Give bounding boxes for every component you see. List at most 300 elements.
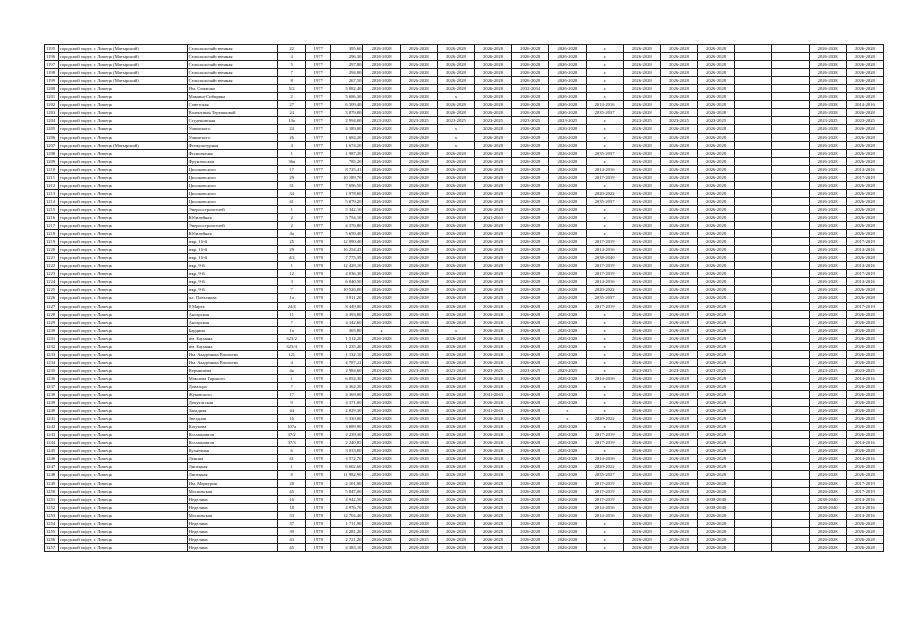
table-cell: 2026-2028 (623, 455, 660, 463)
table-cell: 2026-2028 (474, 342, 511, 350)
table-cell: 2026-2028 (809, 205, 846, 213)
table-cell (735, 511, 772, 519)
table-cell: 2026-2028 (363, 495, 400, 503)
table-cell: Сельскохозяйственная (187, 77, 277, 85)
table-cell: 2026-2028 (623, 222, 660, 230)
table-cell (735, 165, 772, 173)
table-cell: 29 (278, 173, 306, 181)
table-cell: 2026-2028 (549, 286, 586, 294)
table-cell: 2026-2028 (660, 173, 697, 181)
table-cell (735, 197, 772, 205)
table-cell (735, 374, 772, 382)
table-cell: 2026-2028 (809, 391, 846, 399)
table-cell: 2026-2028 (363, 374, 400, 382)
table-cell: 2026-2028 (549, 342, 586, 350)
table-cell: городской округ, г. Липецк (59, 93, 188, 101)
table-cell: 2026-2028 (437, 205, 474, 213)
table-cell: 2026-2028 (400, 165, 437, 173)
table-cell: 2026-2028 (363, 318, 400, 326)
table-cell: 2026-2028 (474, 157, 511, 165)
table-cell: 2026-2028 (846, 519, 883, 527)
table-cell: 2026-2028 (400, 205, 437, 213)
table-cell: 2026-2028 (623, 165, 660, 173)
table-cell: 2026-2028 (437, 527, 474, 535)
table-cell: 1а (278, 294, 306, 302)
table-cell: 2026-2028 (846, 334, 883, 342)
table-cell (772, 511, 809, 519)
table-row (45, 45, 884, 53)
table-cell: 2035-2037 (586, 109, 623, 117)
table-cell: 2026-2028 (549, 358, 586, 366)
table-cell: 2026-2028 (660, 125, 697, 133)
table-cell: 2038-2040 (809, 503, 846, 511)
table-cell: Космонавтов (187, 439, 277, 447)
table-cell: Циолковского (187, 181, 277, 189)
table-cell: x (586, 69, 623, 77)
table-cell: 2026-2028 (363, 69, 400, 77)
table-cell: 2026-2028 (363, 157, 400, 165)
table-cell: 1251 (45, 495, 59, 503)
table-cell: 2026-2028 (549, 157, 586, 165)
table-cell: 2026-2028 (437, 278, 474, 286)
table-cell: 2026-2028 (474, 262, 511, 270)
table-cell: 2026-2028 (512, 302, 549, 310)
table-cell: 2026-2028 (437, 447, 474, 455)
table-cell (735, 61, 772, 69)
table-cell: 2026-2028 (400, 439, 437, 447)
table-cell: 5 754,10 (331, 213, 363, 221)
table-cell (735, 471, 772, 479)
table-cell: городской округ, г. Липецк (59, 407, 188, 415)
table-cell: 2026-2028 (809, 382, 846, 390)
repair-schedule-table (44, 44, 884, 552)
table-cell: x (586, 519, 623, 527)
table-cell (772, 455, 809, 463)
table-cell: 2026-2028 (660, 165, 697, 173)
table-cell: 2026-2028 (846, 407, 883, 415)
table-cell: 5 847,00 (331, 487, 363, 495)
table-row (45, 455, 884, 463)
table-cell: городской округ, г. Липецк (59, 254, 188, 262)
table-cell: 4 (278, 53, 306, 61)
table-cell: пл. Плеханова (187, 294, 277, 302)
table-cell: 2026-2028 (809, 69, 846, 77)
table-cell (735, 310, 772, 318)
table-cell: 2026-2028 (698, 479, 735, 487)
table-cell: 2026-2028 (474, 399, 511, 407)
table-cell: 2026-2028 (512, 374, 549, 382)
table-cell: 2023-2025 (623, 366, 660, 374)
table-cell: 2026-2028 (623, 189, 660, 197)
table-cell: 2026-2028 (437, 61, 474, 69)
table-cell: им. Баумана (187, 334, 277, 342)
table-cell: x (586, 535, 623, 543)
table-cell: 1212 (45, 181, 59, 189)
table-cell: 2026-2028 (698, 471, 735, 479)
table-cell: 2026-2028 (400, 399, 437, 407)
table-cell (735, 254, 772, 262)
table-cell: 24/4 (278, 302, 306, 310)
table-cell: 2026-2028 (623, 286, 660, 294)
table-cell: 2026-2028 (846, 222, 883, 230)
table-cell: Циолковского (187, 189, 277, 197)
table-cell (772, 447, 809, 455)
table-cell: 2026-2028 (549, 173, 586, 181)
table-cell: 2026-2028 (809, 230, 846, 238)
table-cell: 2026-2028 (846, 431, 883, 439)
table-cell: Неделина (187, 527, 277, 535)
table-cell: 2026-2028 (437, 101, 474, 109)
table-cell: 2026-2028 (400, 503, 437, 511)
table-cell: 1239 (45, 399, 59, 407)
table-cell: 1978 (306, 471, 331, 479)
table-cell: 10 189,70 (331, 173, 363, 181)
table-cell: x (586, 117, 623, 125)
table-cell: 2026-2028 (512, 53, 549, 61)
table-cell: 2026-2028 (512, 165, 549, 173)
table-cell: 2026-2028 (623, 181, 660, 189)
table-cell: 2026-2028 (400, 173, 437, 181)
table-cell: x (586, 310, 623, 318)
table-cell: 1978 (306, 302, 331, 310)
table-cell: 2041-2043 (474, 407, 511, 415)
table-cell: 2023-2025 (400, 535, 437, 543)
table-row (45, 173, 884, 181)
table-cell: 2026-2028 (363, 543, 400, 551)
table-cell: 1977 (306, 69, 331, 77)
table-cell: городской округ, г. Липецк (Матырский) (59, 45, 188, 53)
table-row (45, 238, 884, 246)
table-cell: 2017-2019 (586, 431, 623, 439)
table-cell: 2026-2028 (474, 310, 511, 318)
table-cell: 1246 (45, 455, 59, 463)
table-cell: 2026-2028 (474, 471, 511, 479)
table-cell: 2026-2028 (809, 358, 846, 366)
table-cell: 2026-2028 (623, 238, 660, 246)
table-cell (735, 157, 772, 165)
table-cell: 5 330,00 (331, 415, 363, 423)
table-cell: 2026-2028 (549, 471, 586, 479)
table-cell: 2026-2028 (809, 334, 846, 342)
table-cell: 2026-2028 (363, 270, 400, 278)
table-cell: 2026-2028 (512, 141, 549, 149)
table-cell: 1253 (45, 511, 59, 519)
table-cell (772, 503, 809, 511)
table-row (45, 374, 884, 382)
table-cell: 2026-2028 (363, 77, 400, 85)
table-cell: 2 994,00 (331, 117, 363, 125)
table-cell: 2026-2028 (400, 157, 437, 165)
table-cell: 2026-2028 (846, 213, 883, 221)
table-cell (772, 487, 809, 495)
table-cell: 2026-2028 (698, 431, 735, 439)
table-cell: 2026-2028 (660, 61, 697, 69)
table-cell: 2026-2028 (363, 93, 400, 101)
table-cell: 2026-2028 (846, 61, 883, 69)
table-cell: 2026-2028 (809, 213, 846, 221)
table-cell: 2026-2028 (846, 415, 883, 423)
table-cell: 4 (278, 141, 306, 149)
table-cell: 2026-2028 (549, 447, 586, 455)
table-cell: 2026-2028 (363, 149, 400, 157)
table-cell (735, 358, 772, 366)
table-cell (772, 157, 809, 165)
table-cell: Липецкая (187, 471, 277, 479)
table-cell: x (586, 61, 623, 69)
table-cell: 1978 (306, 278, 331, 286)
table-cell: 2026-2028 (437, 173, 474, 181)
table-cell: 2026-2028 (549, 53, 586, 61)
table-cell: городской округ, г. Липецк (59, 125, 188, 133)
table-cell: 11 (278, 310, 306, 318)
table-cell: 2026-2028 (400, 149, 437, 157)
table-cell: 2026-2028 (698, 53, 735, 61)
table-cell: 2026-2028 (809, 431, 846, 439)
table-cell: 2026-2028 (512, 455, 549, 463)
table-cell: 2026-2028 (623, 479, 660, 487)
table-cell: 2026-2028 (549, 495, 586, 503)
table-cell (735, 286, 772, 294)
table-cell (772, 270, 809, 278)
table-cell: 1978 (306, 495, 331, 503)
table-cell: 2026-2028 (549, 431, 586, 439)
table-cell: 2026-2028 (698, 222, 735, 230)
table-cell: 2026-2028 (623, 407, 660, 415)
table-cell: 2026-2028 (698, 213, 735, 221)
table-cell: x (586, 181, 623, 189)
table-cell: 2014-2016 (586, 101, 623, 109)
table-cell: 2026-2028 (846, 382, 883, 390)
table-cell: 2026-2028 (363, 165, 400, 173)
table-cell (735, 69, 772, 77)
table-cell (772, 366, 809, 374)
table-cell (735, 503, 772, 511)
table-cell: 2026-2028 (846, 93, 883, 101)
table-cell: городской округ, г. Липецк (59, 399, 188, 407)
table-cell: Циолковского (187, 197, 277, 205)
table-cell: 2026-2028 (437, 222, 474, 230)
table-row (45, 61, 884, 69)
table-cell: 2026-2028 (623, 149, 660, 157)
table-cell: 2014-2016 (586, 165, 623, 173)
table-cell: 2026-2028 (437, 350, 474, 358)
table-cell: 2026-2028 (512, 294, 549, 302)
table-row (45, 141, 884, 149)
table-cell: 2026-2028 (474, 334, 511, 342)
table-cell: 2026-2028 (809, 535, 846, 543)
table-cell: 2026-2028 (474, 318, 511, 326)
table-cell: 2026-2028 (623, 69, 660, 77)
table-cell: 2026-2028 (809, 374, 846, 382)
table-cell: 4 281,20 (331, 527, 363, 535)
table-cell: 2026-2028 (623, 213, 660, 221)
table-cell: 2041-2043 (474, 213, 511, 221)
table-cell: 1977 (306, 141, 331, 149)
table-cell: 2026-2028 (623, 382, 660, 390)
table-cell: 2026-2028 (846, 358, 883, 366)
table-cell (735, 423, 772, 431)
table-cell: 2026-2028 (809, 511, 846, 519)
table-cell: 2026-2028 (549, 294, 586, 302)
table-row (45, 77, 884, 85)
table-cell: 2026-2028 (698, 69, 735, 77)
table-cell: 2026-2028 (549, 197, 586, 205)
table-cell: городской округ, г. Липецк (59, 149, 188, 157)
table-cell: 2026-2028 (623, 278, 660, 286)
table-cell: 1977 (306, 205, 331, 213)
table-cell: 2026-2028 (400, 125, 437, 133)
table-cell: 2026-2028 (623, 487, 660, 495)
table-cell: 2026-2028 (512, 45, 549, 53)
table-cell: 2026-2028 (623, 463, 660, 471)
table-cell: x (437, 326, 474, 334)
table-cell: 2026-2028 (698, 254, 735, 262)
table-cell: 2038-2040 (698, 495, 735, 503)
table-cell: 2023-2025 (846, 117, 883, 125)
table-row (45, 213, 884, 221)
table-cell: 2026-2028 (549, 511, 586, 519)
table-row (45, 535, 884, 543)
table-cell: 2026-2028 (809, 310, 846, 318)
table-cell: 1247 (45, 463, 59, 471)
table-cell (735, 334, 772, 342)
table-cell: 121 (278, 350, 306, 358)
table-cell: 2026-2028 (363, 471, 400, 479)
table-cell: 2026-2028 (660, 181, 697, 189)
table-cell: Валентины Терешковой (187, 109, 277, 117)
table-cell: 2026-2028 (623, 439, 660, 447)
table-cell: 1220 (45, 246, 59, 254)
table-cell: городской округ, г. Липецк (59, 439, 188, 447)
table-cell: 2026-2028 (809, 238, 846, 246)
table-cell: городской округ, г. Липецк (59, 511, 188, 519)
table-cell (772, 69, 809, 77)
table-cell (735, 222, 772, 230)
table-cell (772, 205, 809, 213)
table-cell: 2026-2028 (846, 189, 883, 197)
table-cell: 2035-2037 (586, 197, 623, 205)
table-cell: Им. Академика Влизьева (187, 358, 277, 366)
table-cell: городской округ, г. Липецк (Матырский) (59, 141, 188, 149)
table-cell: 1206 (45, 133, 59, 141)
table-cell: 2026-2028 (437, 519, 474, 527)
table-cell (772, 149, 809, 157)
table-cell: x (586, 157, 623, 165)
table-cell: 2 721,20 (331, 535, 363, 543)
table-cell: 1203 (45, 109, 59, 117)
table-cell: 2026-2028 (549, 382, 586, 390)
table-cell (735, 262, 772, 270)
table-cell (772, 133, 809, 141)
table-cell: 2026-2028 (549, 45, 586, 53)
table-cell: 2026-2028 (660, 503, 697, 511)
table-cell: 1978 (306, 535, 331, 543)
table-cell: 2023-2025 (437, 366, 474, 374)
table-cell: 2026-2028 (549, 374, 586, 382)
table-cell: 2026-2028 (698, 45, 735, 53)
table-cell: 1978 (306, 543, 331, 551)
table-cell: 6 054,30 (331, 374, 363, 382)
table-cell: 1196 (45, 53, 59, 61)
table-cell: 2026-2028 (698, 407, 735, 415)
table-cell: городской округ, г. Липецк (59, 189, 188, 197)
table-cell: 1257 (45, 543, 59, 551)
table-cell: городской округ, г. Липецк (59, 246, 188, 254)
table-cell: 2026-2028 (846, 294, 883, 302)
table-cell: 28 (278, 479, 306, 487)
table-cell: 7 (278, 286, 306, 294)
table-cell: 2026-2028 (437, 455, 474, 463)
table-cell: 2026-2028 (512, 399, 549, 407)
table-cell: 5 686,30 (331, 93, 363, 101)
table-cell: городской округ, г. Липецк (59, 310, 188, 318)
table-cell: 2026-2028 (400, 69, 437, 77)
table-cell: 2026-2028 (698, 318, 735, 326)
table-cell: 3 (278, 278, 306, 286)
table-cell: 2026-2028 (363, 391, 400, 399)
table-cell (772, 141, 809, 149)
table-cell: 1977 (306, 77, 331, 85)
table-row (45, 366, 884, 374)
table-cell: 2026-2028 (474, 511, 511, 519)
table-cell: 2026-2028 (400, 495, 437, 503)
table-row (45, 181, 884, 189)
table-cell: 2017-2019 (586, 495, 623, 503)
table-cell: 2026-2028 (660, 479, 697, 487)
table-cell: 2026-2028 (809, 286, 846, 294)
table-cell: 2026-2028 (660, 238, 697, 246)
table-cell: 2026-2028 (623, 101, 660, 109)
table-cell: 2026-2028 (474, 133, 511, 141)
table-row (45, 399, 884, 407)
table-cell (772, 61, 809, 69)
table-cell: 44 (278, 407, 306, 415)
table-cell: 2026-2028 (549, 543, 586, 551)
table-cell: 1978 (306, 246, 331, 254)
table-cell: 2026-2028 (400, 53, 437, 61)
table-cell: 2026-2028 (549, 165, 586, 173)
table-cell: Доватора (187, 382, 277, 390)
table-cell: 2026-2028 (549, 133, 586, 141)
table-cell: 2026-2028 (400, 350, 437, 358)
table-cell: 2026-2028 (363, 310, 400, 318)
table-cell: мкр. 15-й (187, 254, 277, 262)
table-cell: 2026-2028 (623, 294, 660, 302)
table-cell: 2035-2037 (586, 149, 623, 157)
table-cell: 2026-2028 (623, 334, 660, 342)
table-cell: городской округ, г. Липецк (59, 374, 188, 382)
table-cell: им. Баумана (187, 342, 277, 350)
table-cell: 2026-2028 (623, 350, 660, 358)
table-cell: 2026-2028 (549, 77, 586, 85)
table-cell: x (586, 527, 623, 535)
table-cell: 1200 (45, 85, 59, 93)
table-cell (772, 278, 809, 286)
table-cell: 2026-2028 (437, 374, 474, 382)
table-cell: 2026-2028 (512, 246, 549, 254)
table-cell: 2026-2028 (623, 93, 660, 101)
table-cell: 2026-2028 (623, 254, 660, 262)
table-cell: 2026-2028 (623, 246, 660, 254)
table-cell: 1195 (45, 45, 59, 53)
table-cell (772, 374, 809, 382)
table-cell: 2026-2028 (363, 294, 400, 302)
table-cell: 2026-2028 (623, 535, 660, 543)
table-cell: 1978 (306, 310, 331, 318)
table-cell: 2026-2028 (400, 334, 437, 342)
table-cell: 2026-2028 (549, 503, 586, 511)
table-cell: 1978 (306, 431, 331, 439)
